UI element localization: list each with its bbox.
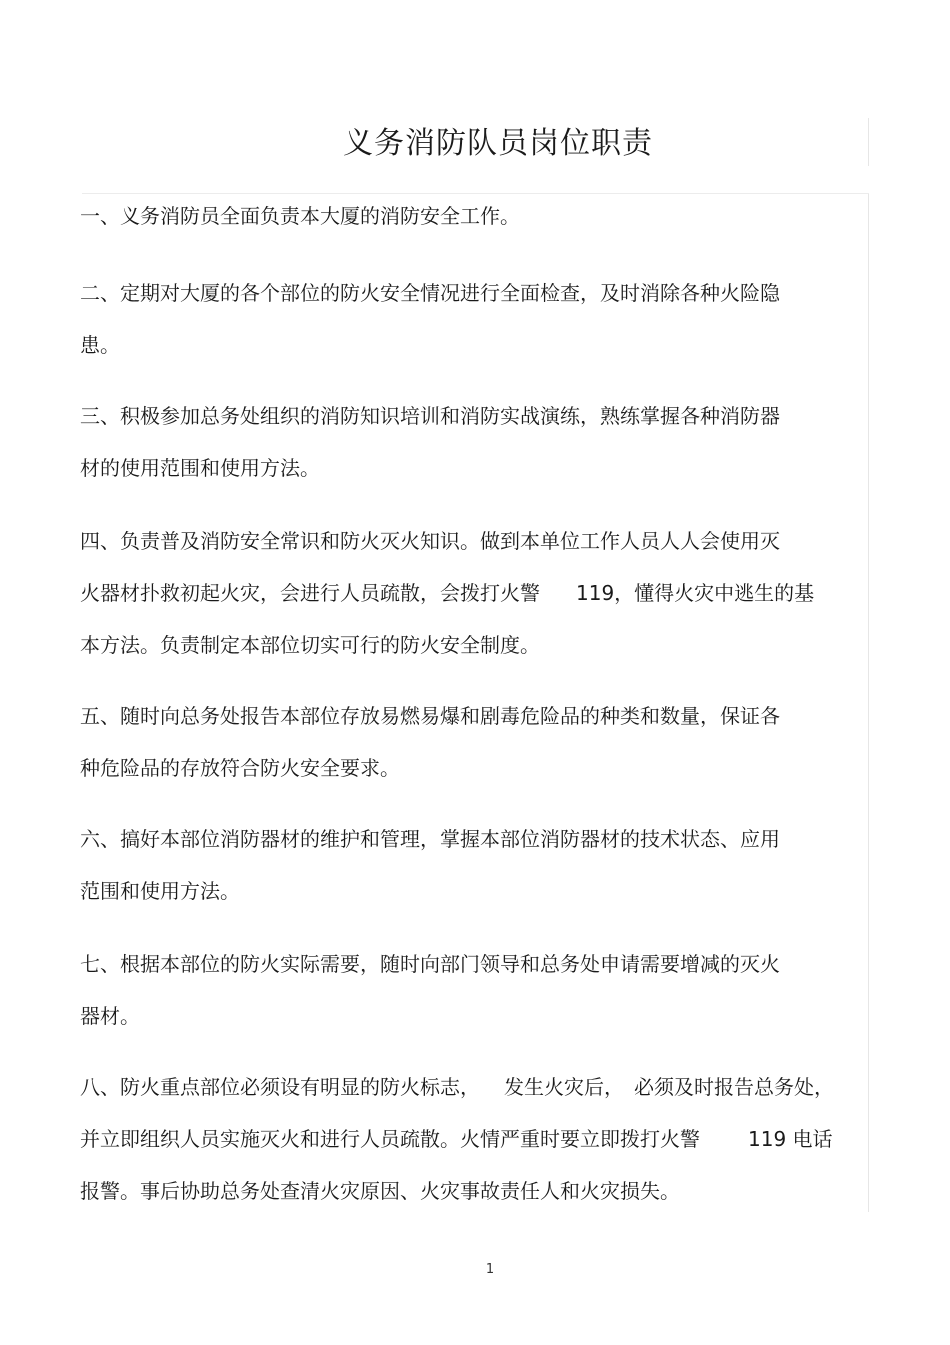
item-line-part: 必须及时报告总务处， — [634, 1075, 834, 1099]
item-line — [80, 1113, 870, 1165]
item-line-part: 并立即组织人员实施灭火和进行人员疏散。火情严重时要立即拨打火警 — [80, 1127, 700, 1151]
item-line: 六、搞好本部位消防器材的维护和管理，掌握本部位消防器材的技术状态、应用 — [80, 827, 780, 851]
duty-item-1 — [80, 190, 870, 242]
duty-item-6 — [80, 813, 870, 917]
duty-item-7 — [80, 938, 870, 1042]
item-line-part: 八、防火重点部位必须设有明显的防火标志， — [80, 1075, 480, 1099]
item-line-part: 发生火灾后， — [504, 1075, 624, 1099]
item-line-part: 119 电话 — [748, 1127, 833, 1151]
page-title: 义务消防队员岗位职责 — [343, 126, 653, 161]
duty-item-4 — [80, 515, 870, 671]
item-line — [80, 567, 870, 619]
item-line: 四、负责普及消防安全常识和防火灭火知识。做到本单位工作人员人人会使用灭 — [80, 529, 780, 553]
item-line: 一、义务消防员全面负责本大厦的消防安全工作。 — [80, 204, 520, 228]
item-line: 器材。 — [80, 1004, 140, 1028]
duty-item-3 — [80, 390, 870, 494]
item-line: 三、积极参加总务处组织的消防知识培训和消防实战演练，熟练掌握各种消防器 — [80, 404, 780, 428]
item-line: 报警。事后协助总务处查清火灾原因、火灾事故责任人和火灾损失。 — [80, 1179, 680, 1203]
duty-item-8 — [80, 1061, 870, 1217]
item-line: 患。 — [80, 333, 120, 357]
item-line: 种危险品的存放符合防火安全要求。 — [80, 756, 400, 780]
item-line — [80, 1061, 870, 1113]
item-line: 材的使用范围和使用方法。 — [80, 456, 320, 480]
duty-item-5 — [80, 690, 870, 794]
item-line-part: 119，懂得火灾中逃生的基 — [576, 581, 815, 605]
item-line: 七、根据本部位的防火实际需要，随时向部门领导和总务处申请需要增减的灭火 — [80, 952, 780, 976]
item-line: 范围和使用方法。 — [80, 879, 240, 903]
item-line: 本方法。负责制定本部位切实可行的防火安全制度。 — [80, 633, 540, 657]
item-line: 二、定期对大厦的各个部位的防火安全情况进行全面检查，及时消除各种火险隐 — [80, 281, 780, 305]
page-number: 1 — [485, 1262, 495, 1277]
item-line-part: 火器材扑救初起火灾，会进行人员疏散，会拨打火警 — [80, 581, 540, 605]
duty-item-2 — [80, 267, 870, 371]
item-line: 五、随时向总务处报告本部位存放易燃易爆和剧毒危险品的种类和数量，保证各 — [80, 704, 780, 728]
